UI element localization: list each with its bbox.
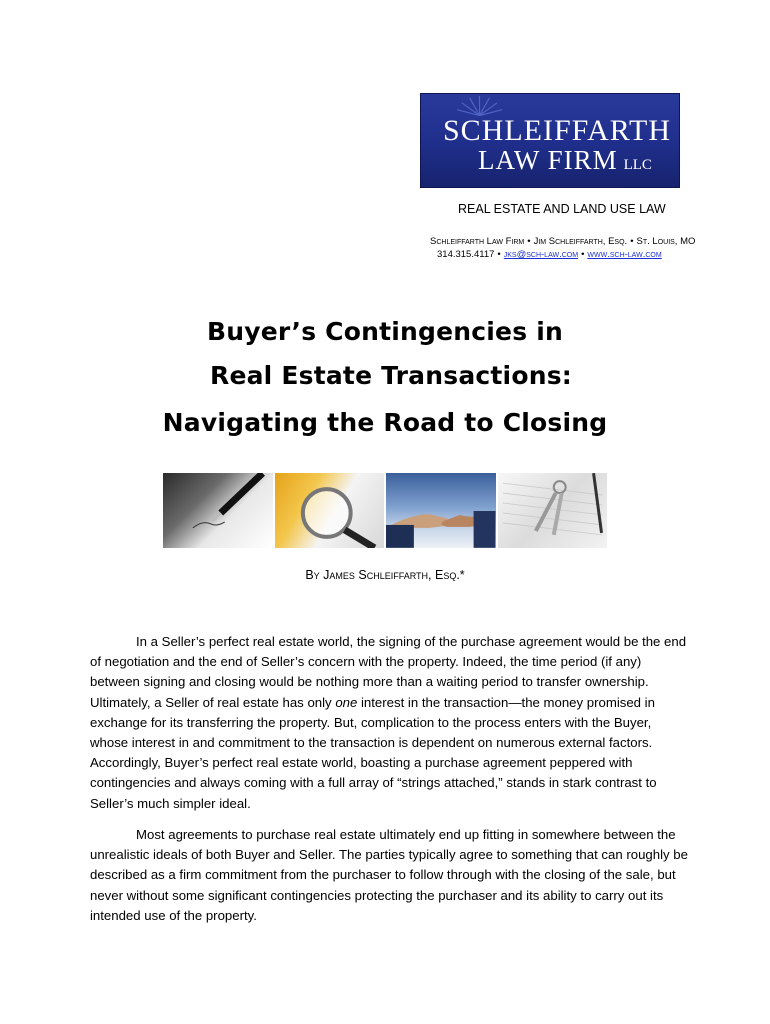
handshake-icon <box>386 473 496 548</box>
bullet: • <box>581 249 585 260</box>
phone-number: 314.315.4117 <box>437 249 495 260</box>
paragraph-line: contingencies and always coming with a full array of “strings attached,” stands in stark contrast to <box>90 775 657 791</box>
photo-strip <box>163 473 607 548</box>
practice-area: REAL ESTATE AND LAND USE LAW <box>458 202 666 216</box>
paragraph-line: Accordingly, Buyer’s perfect real estate world, boasting a purchase agreement peppered with <box>90 755 633 771</box>
logo-llc: LLC <box>623 157 652 173</box>
paragraph-line: intended use of the property. <box>90 907 257 923</box>
firm-location: St. Louis, MO <box>636 236 696 247</box>
logo-line2 <box>478 145 652 176</box>
firm-name: Schleiffarth Law Firm <box>430 236 525 247</box>
paragraph-line: Seller’s much simpler ideal. <box>90 795 251 811</box>
paragraph-line: between signing and closing would be nothing more than a waiting period to transfer ownership. <box>90 674 649 690</box>
paragraph-line: of negotiation and the end of Seller’s concern with the property. Indeed, the time period (if any) <box>90 654 642 670</box>
paragraph-line: exchange for its transferring the property. But, complication to the process enters with the Buyer, <box>90 714 652 730</box>
bullet: • <box>497 249 501 260</box>
keys-on-document-photo <box>498 473 608 548</box>
bullet: • <box>630 236 634 247</box>
pen-icon <box>163 473 273 548</box>
paragraph-line <box>90 693 680 713</box>
title-line-2: Real Estate Transactions: <box>210 361 572 390</box>
title-line-3: Navigating the Road to Closing <box>162 408 608 437</box>
paragraph-line: Most agreements to purchase real estate ultimately end up fitting in somewhere between the <box>136 827 676 842</box>
magnifier-agreement-photo <box>275 473 385 548</box>
line-rest: interest in the transaction—the money promised in <box>361 694 655 710</box>
logo-line2-text: LAW FIRM <box>478 145 618 175</box>
paragraph-line: never without some significant contingencies protecting the purchaser and its ability to carry out its <box>90 887 664 903</box>
handshake-photo <box>386 473 496 548</box>
emphasis-one: one <box>335 694 358 710</box>
line-prefix: Ultimately, a Seller of real estate has only <box>90 694 336 710</box>
firm-logo <box>420 93 680 188</box>
byline: By James Schleiffarth, Esq.* <box>305 568 465 582</box>
magnifier-icon <box>275 473 385 548</box>
email-link[interactable]: jks@sch-law.com <box>503 249 579 260</box>
website-link[interactable]: www.sch-law.com <box>587 249 662 260</box>
keys-icon <box>498 473 608 548</box>
title-line-1: Buyer’s Contingencies in <box>207 317 563 346</box>
paragraph-line: whose interest in and commitment to the transaction is dependent on numerous external factors. <box>90 734 653 750</box>
paragraph-line: In a Seller’s perfect real estate world, the signing of the purchase agreement would be the end <box>136 634 687 649</box>
paragraph-line: described as a firm commitment from the purchaser to follow through with the closing of the sale, but <box>90 867 676 883</box>
contact-line-1 <box>430 236 695 247</box>
body-paragraph-1 <box>90 632 687 814</box>
pen-signing-photo <box>163 473 273 548</box>
body-paragraph-2 <box>90 825 688 926</box>
paragraph-line: unrealistic ideals of both Buyer and Seller. The parties typically agree to something that can roughly be <box>90 847 688 863</box>
logo-line1: SCHLEIFFARTH <box>443 114 672 147</box>
attorney-name: Jim Schleiffarth, Esq. <box>533 236 628 247</box>
contact-line-2 <box>437 249 662 260</box>
bullet: • <box>527 236 531 247</box>
